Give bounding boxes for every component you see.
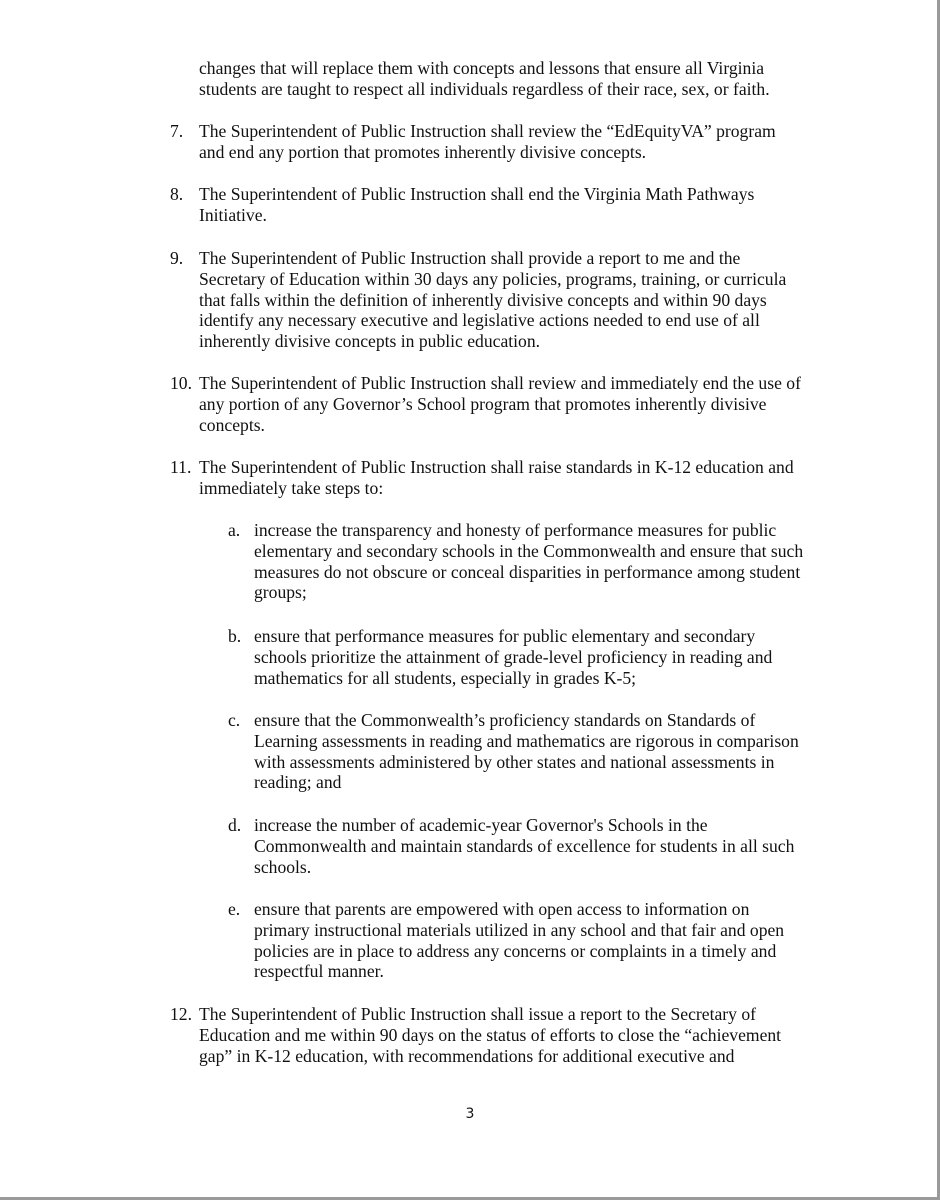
intro-line: students are taught to respect all individuals regardless of their race, sex, or faith. [199,78,770,99]
item-line: The Superintendent of Public Instruction shall provide a report to me and the [199,248,741,268]
sub-item-line: Learning assessments in reading and mathematics are rigorous in comparison [254,730,799,751]
item-line: The Superintendent of Public Instruction shall review the “EdEquityVA” program [199,121,776,141]
item-line: The Superintendent of Public Instruction shall end the Virginia Math Pathways [199,184,755,204]
sub-item-line: groups; [254,582,307,603]
sub-item-text [254,520,803,603]
item-text [199,184,754,226]
sub-item-line: ensure that the Commonwealth’s proficiency standards on Standards of [254,710,756,730]
item-line: identify any necessary executive and legislative actions needed to end use of all [199,310,760,331]
sub-item-text [254,710,799,793]
item-number: 8. [170,184,184,204]
item-number: 9. [170,248,184,268]
sub-item-line: schools. [254,856,312,877]
sub-item-letter: d. [228,815,242,835]
sub-item-line: measures do not obscure or conceal disparities in performance among student [254,561,801,582]
sub-item-letter: e. [228,899,241,919]
item-line: gap” in K-12 education, with recommendations for additional executive and [199,1045,735,1066]
sub-item-line: ensure that performance measures for public elementary and secondary [254,626,756,646]
intro-paragraph [199,58,770,100]
item-line: that falls within the definition of inherently divisive concepts and within 90 days [199,289,767,310]
sub-item-letter: c. [228,710,241,730]
sub-item-line: increase the number of academic-year Governor's Schools in the [254,815,708,835]
sub-item-letter: a. [228,520,241,540]
item-line: concepts. [199,414,265,435]
item-text [199,248,786,352]
sub-item-text [254,899,784,982]
intro-line: changes that will replace them with concepts and lessons that ensure all Virginia [199,58,765,78]
sub-item-text [254,626,772,688]
item-line: Initiative. [199,204,267,225]
item-number: 10. [170,373,192,393]
item-line: immediately take steps to: [199,477,384,498]
sub-item-line: schools prioritize the attainment of grade-level proficiency in reading and [254,646,773,667]
item-line: and end any portion that promotes inherently divisive concepts. [199,141,647,162]
sub-item-line: ensure that parents are empowered with open access to information on [254,899,750,919]
sub-item-line: elementary and secondary schools in the Commonwealth and ensure that such [254,540,804,561]
sub-item-line: reading; and [254,772,342,793]
item-text [199,457,794,499]
item-text [199,121,776,163]
item-line: inherently divisive concepts in public education. [199,331,541,352]
sub-item-line: mathematics for all students, especially in grades K-5; [254,667,637,688]
sub-item-line: policies are in place to address any concerns or complaints in a timely and [254,940,777,961]
item-line: any portion of any Governor’s School program that promotes inherently divisive [199,393,767,414]
page-number: 3 [465,1106,475,1122]
sub-item-line: primary instructional materials utilized in any school and that fair and open [254,919,785,940]
sub-item-line: Commonwealth and maintain standards of excellence for students in all such [254,835,795,856]
item-number: 7. [170,121,184,141]
item-line: The Superintendent of Public Instruction shall raise standards in K-12 education and [199,457,794,477]
item-line: Education and me within 90 days on the status of efforts to close the “achievement [199,1024,782,1045]
item-number: 11. [170,457,192,477]
item-line: Secretary of Education within 30 days any policies, programs, training, or curricula [199,268,787,289]
sub-item-line: increase the transparency and honesty of performance measures for public [254,520,777,540]
sub-item-line: with assessments administered by other states and national assessments in [254,751,775,772]
item-number: 12. [170,1004,192,1024]
item-text [199,373,801,435]
item-text [199,1004,781,1066]
sub-item-line: respectful manner. [254,961,384,982]
sub-item-letter: b. [228,626,242,646]
item-line: The Superintendent of Public Instruction shall issue a report to the Secretary of [199,1004,756,1024]
sub-item-text [254,815,794,877]
item-line: The Superintendent of Public Instruction shall review and immediately end the use of [199,373,801,393]
